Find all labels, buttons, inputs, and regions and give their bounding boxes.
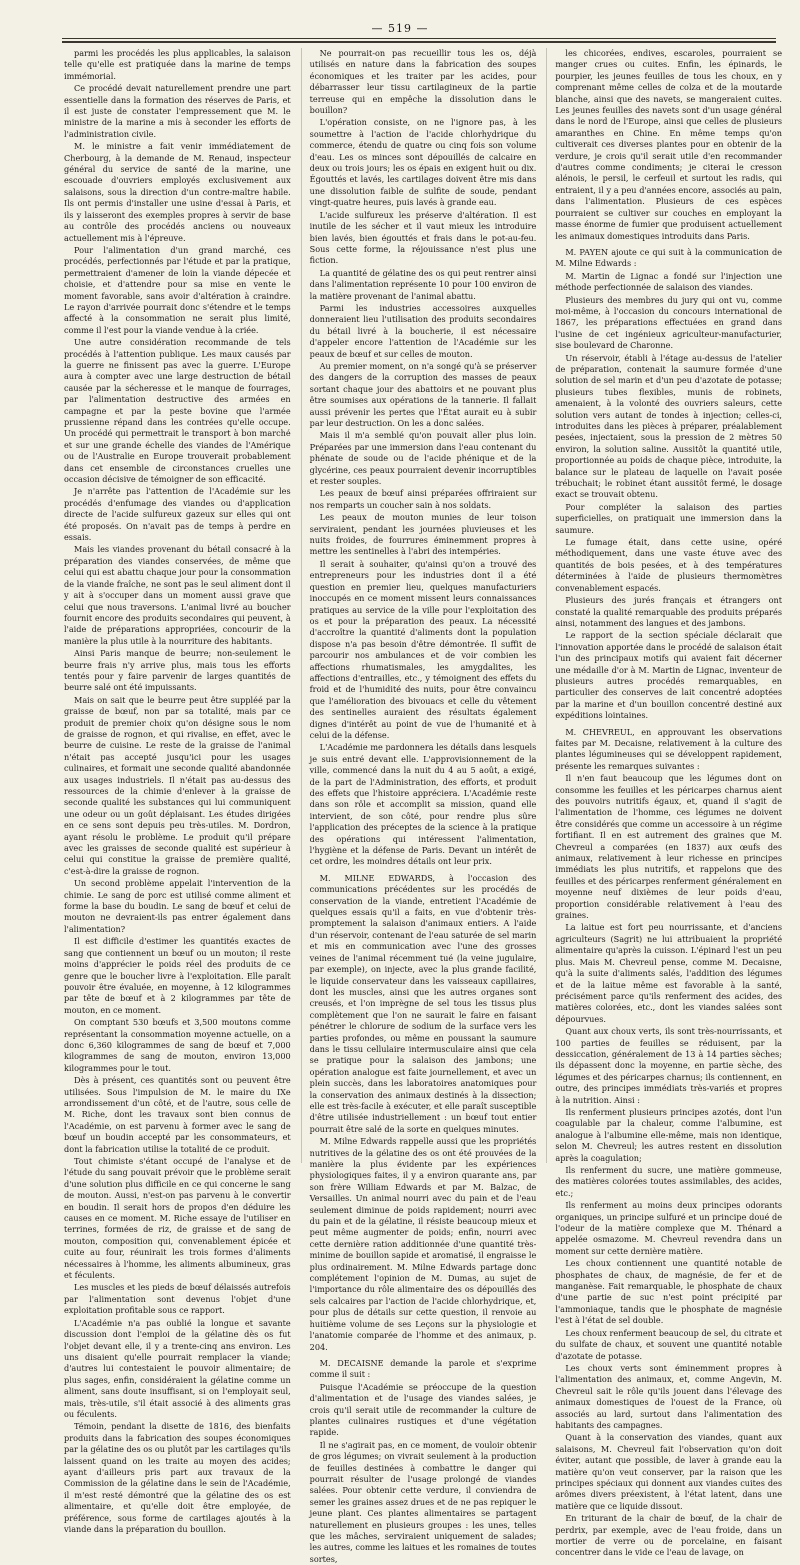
paragraph: On comptant 530 bœufs et 3,500 moutons comme représentant la consommation moyenne actuelle, on a donc 6,360 kilogrammes de sang de bœuf et 7,000 kilogrammes de sang de mouton, environ 13,000 kilogrammes pour le tout.	[64, 1017, 291, 1073]
paragraph: Quant à la conservation des viandes, quant aux salaisons, M. Chevreul fait l'observation qu'on doit éviter, autant que possible, de laver à grande eau la matière qu'on veut conserver, par la raison que les principes spéciaux qui donnent aux viandes cuites des arômes divers préexistent, à l'état latent, dans une matière que ce liquide dissout.	[555, 1432, 783, 1511]
paragraph: Il n'en faut beaucoup que les légumes dont on consomme les feuilles et les péricarpes charnus aient des pouvoirs nutritifs égaux, et, quand il s'agit de l'alimentation de l'homme, ces légumes ne doivent être considérés que comme un accessoire à un régime fortifiant. Il en est autrement des graines que M. Chevreul a comparées (en 1837) aux œufs des animaux, relativement à leur richesse en principes immédiats les plus nutritifs, et rappelons que des feuilles et des péricarpes renferment généralement en moyenne neuf dixièmes de leur poids d'eau, proportion considérable relativement à l'eau des graines.	[555, 773, 783, 921]
header-rule-thick	[62, 41, 776, 43]
column-2	[301, 48, 537, 1564]
paragraph: Puisque l'Académie se préoccupe de la question d'alimentation et de l'usage des viandes salées, je crois qu'il serait utile de recommander la culture de plantes culinaires rustiques et d'une végétation rapide.	[309, 1381, 537, 1438]
paragraph: Mais on sait que le beurre peut être suppléé par la graisse de bœuf, non par sa totalité, mais par ce produit de premier choix qu'on désigne sous le nom de graisse de rognon, et qui rivalise, en effet, avec le beurre de cuisine. Le reste de la graisse de l'animal n'était pas accepté jusqu'ici pour les usages culinaires, et formait une seconde qualité abandonnée aux usages industriels. Il n'était pas au-dessus des ressources de la chimie d'enlever à la graisse de seconde qualité les substances qui lui communiquent une odeur ou un goût déplaisant. Les études dirigées en ce sens sont depuis peu très-utiles. M. Dordron, ayant résolu le problème. Le produit qu'il prépare avec les graisses de seconde qualité est supérieur à celui qui constitue la graisse de première qualité, c'est-à-dire la graisse de rognon.	[64, 694, 291, 876]
paragraph: M. CHEVREUL, en approuvant les observations faites par M. Decaisne, relativement à la culture des plantes légumineuses qui se développent rapidement, présente les remarques suivantes :	[555, 726, 783, 771]
paragraph: Il est difficile d'estimer les quantités exactes de sang que contiennent un bœuf ou un mouton; il reste moins d'apprécier le poids réel des produits de ce genre que le boucher livre à l'exploitation. Elle paraît pouvoir être évaluée, en moyenne, à 12 kilogrammes par tête de bœuf et à 2 kilogrammes par tête de mouton, en ce moment.	[64, 936, 291, 1015]
paragraph: L'Académie me pardonnera les détails dans lesquels je suis entré devant elle. L'approvisionnement de la ville, commencé dans la nuit du 4 au 5 août, a exigé, de la part de l'Administration, des efforts, et produit des effets que l'histoire appréciera. L'Académie reste dans son rôle et accomplit sa mission, quand elle intervient, de son côté, pour rendre plus sûre l'application des préceptes de la science à la pratique des opérations qui intéressent l'alimentation, l'hygiène et la défense de Paris. Devant un intérêt de cet ordre, les moindres détails ont leur prix.	[309, 742, 537, 867]
paragraph: Parmi les industries accessoires auxquelles donneraient lieu l'utilisation des produits secondaires du bétail livré à la boucherie, il est nécessaire d'appeler encore l'attention de l'Académie sur les peaux de bœuf et sur celles de mouton.	[309, 302, 537, 359]
paragraph: Le fumage était, dans cette usine, opéré méthodiquement, dans une vaste étuve avec des quantités de bois pesées, et à des températures déterminées à l'aide de plusieurs thermomètres convenablement espacés.	[555, 537, 783, 593]
paragraph: Les muscles et les pieds de bœuf délaissés autrefois par l'alimentation sont devenus l'objet d'une exploitation profitable sous ce rapport.	[64, 1282, 291, 1316]
paragraph: Dès à présent, ces quantités sont ou peuvent être utilisées. Sous l'impulsion de M. le maire du IXe arrondissement d'un côté, et de l'autre, sous celle de M. Riche, dont les travaux sont bien connus de l'Académie, on est parvenu à former avec le sang de bœuf un boudin accepté par les consommateurs, et dont la fabrication utilise la totalité de ce produit.	[64, 1075, 291, 1154]
paragraph: Au premier moment, on n'a songé qu'à se préserver des dangers de la corruption des masses de peaux sortant chaque jour des abattoirs et ne pouvant plus être soumises aux opérations de la tannerie. Il fallait aussi prévenir les pertes que l'État aurait eu à subir par leur destruction. On les a donc salées.	[309, 360, 537, 428]
paragraph: M. PAYEN ajoute ce qui suit à la communication de M. Milne Edwards :	[555, 246, 783, 269]
header-rule-thin	[62, 38, 776, 39]
paragraph: Ainsi Paris manque de beurre; non-seulement le beurre frais n'y arrive plus, mais tous les efforts tentés pour y faire parvenir de larges quantités de beurre salé ont été impuissants.	[64, 648, 291, 693]
paragraph: L'acide sulfureux les préserve d'altération. Il est inutile de les sécher et il vaut mieux les introduire bien lavés, bien égouttés et frais dans le pot-au-feu. Sous cette forme, la réjouissance n'est plus une fiction.	[309, 209, 537, 266]
column-1	[64, 48, 291, 1534]
paragraph: Je n'arrête pas l'attention de l'Académie sur les procédés d'enfumage des viandes ou d'application directe de l'acide sulfureux gazeux sur elles qui ont été proposés. On n'avait pas de temps à perdre en essais.	[64, 486, 291, 543]
paragraph: Pour compléter la salaison des parties superficielles, on pratiquait une immersion dans la saumure.	[555, 501, 783, 535]
paragraph: Les choux renferment beaucoup de sel, du citrate et du sulfate de chaux, et souvent une quantité notable d'azotate de potasse.	[555, 1327, 783, 1361]
paragraph: Il ne s'agirait pas, en ce moment, de vouloir obtenir de gros légumes; on vivrait seulement à la production de feuilles destinées à combattre le danger qui pourrait résulter de l'usage prolongé de viandes salées. Pour obtenir cette verdure, il conviendra de semer les graines assez drues et de ne pas repiquer le jeune plant. Ces plantes alimentaires se partagent naturellement en plusieurs groupes : les unes, telles que les mâches, serviraient uniquement de salades; les autres, comme les laitues et les romaines de toutes sortes,	[309, 1439, 537, 1564]
paragraph: M. Milne Edwards rappelle aussi que les propriétés nutritives de la gélatine des os ont été prouvées de la manière la plus évidente par les expériences physiologiques faites, il y a environ quarante ans, par son frère William Edwards et par M. Balzac, de Versailles. Un animal nourri avec du pain et de l'eau seulement diminue de poids rapidement; nourri avec du pain et de la gélatine, il résiste beaucoup mieux et peut même augmenter de poids; enfin, nourri avec cette dernière ration additionnée d'une quantité très-minime de bouillon sapide et aromatisé, il engraisse le plus ordinairement. M. Milne Edwards partage donc complétement l'opinion de M. Dumas, au sujet de l'importance du rôle alimentaire des os dépouillés des sels calcaires par l'action de l'acide chlorhydrique, et, pour plus de détails sur cette question, il renvoie au huitième volume de ses Leçons sur la physiologie et l'anatomie comparée de l'homme et des animaux, p. 204.	[309, 1136, 537, 1352]
paragraph: Tout chimiste s'étant occupé de l'analyse et de l'étude du sang pouvait prévoir que le problème serait d'une solution plus difficile en ce qui concerne le sang de mouton. Aussi, n'est-on pas parvenu à le convertir en boudin. Il serait hors de propos d'en déduire les causes en ce moment. M. Riche essaye de l'utiliser en terrines, formées de riz, de graisse et de sang de mouton, composition qui, convenablement épicée et cuite au four, réunirait les trois formes d'aliments nécessaires à l'homme, les aliments albumineux, gras et féculents.	[64, 1156, 291, 1281]
paragraph: La quantité de gélatine des os qui peut rentrer ainsi dans l'alimentation représente 10 pour 100 environ de la matière provenant de l'animal abattu.	[309, 267, 537, 301]
paragraph: Pour l'alimentation d'un grand marché, ces procédés, perfectionnés par l'étude et par la pratique, permettraient d'amener de loin la viande dépecée et choisie, et d'attendre pour sa mise en vente le moment favorable, sans avoir d'altération à craindre. Le rayon d'arrivée pourrait donc s'étendre et le temps affecté à la consommation ne serait plus limité, comme il l'est pour la viande vendue à la criée.	[64, 244, 291, 335]
paragraph: Quant aux choux verts, ils sont très-nourrissants, et 100 parties de feuilles se réduisent, par la dessiccation, généralement de 13 à 14 parties sèches; ils dépassent donc la moyenne, en partie sèche, des légumes et des péricarpes charnus; ils contiennent, en outre, des principes immédiats très-variés et propres à la nutrition. Ainsi :	[555, 1026, 783, 1105]
paragraph: Mais il m'a semblé qu'on pouvait aller plus loin. Préparées par une immersion dans l'eau contenant du phénate de soude ou de l'acide phénique et de la glycérine, ces peaux pourraient devenir incorruptibles et rester souples.	[309, 430, 537, 487]
paragraph: Ils renferment au moins deux principes odorants organiques, un principe sulfuré et un principe doué de l'odeur de la matière complexe que M. Thénard a appelée osmazome. M. Chevreul revendra dans un moment sur cette dernière matière.	[555, 1200, 783, 1256]
paragraph: Ne pourrait-on pas recueillir tous les os, déjà utilisés en nature dans la fabrication des soupes économiques et les traiter par les acides, pour débarrasser leur tissu cartilagineux de la partie terreuse qui en empêche la dissolution dans le bouillon?	[309, 48, 537, 116]
paragraph: Les choux contiennent une quantité notable de phosphates de chaux, de magnésie, de fer et de manganèse. Fait remarquable, le phosphate de chaux d'une partie de suc n'est point précipité par l'ammoniaque, tandis que le phosphate de magnésie l'est à l'état de sel double.	[555, 1258, 783, 1326]
paragraph: L'opération consiste, on ne l'ignore pas, à les soumettre à l'action de l'acide chlorhydrique du commerce, étendu de quatre ou cinq fois son volume d'eau. Les os minces sont dépouillés de calcaire en deux ou trois jours; les os épais en exigent huit ou dix. Égouttés et lavés, les cartilages doivent être mis dans une dissolution faible de sulfite de soude, pendant vingt-quatre heures, puis lavés à grande eau.	[309, 117, 537, 208]
paragraph: les chicorées, endives, escaroles, pourraient se manger crues ou cuites. Enfin, les épinards, le pourpier, les jeunes feuilles de tous les choux, en y comprenant même celles de colza et de la moutarde blanche, ainsi que des navets, se mangeraient cuites. Les jeunes feuilles des navets sont d'un usage général dans le nord de l'Europe, ainsi que celles de plusieurs amaranthes en Chine. En même temps qu'on cultiverait ces diverses plantes pour en obtenir de la verdure, je crois qu'il serait utile d'en recommander d'autres comme condiments; je citerai le cresson alénois, le persil, le cerfeuil et surtout les radis, qui entraient, il y a peu d'années encore, associés au pain, dans l'alimentation. Plusieurs de ces espèces pourraient se cultiver sur couches en employant la masse énorme de fumier que produisent actuellement les animaux domestiques introduits dans Paris.	[555, 48, 783, 241]
paragraph: Il serait à souhaiter, qu'ainsi qu'on a trouvé des entrepreneurs pour les industries dont il a été question en premier lieu, quelques manufacturiers inoccupés en ce moment missent leurs connaissances pratiques au service de la ville pour l'exploitation des os et pour la préparation des peaux. La nécessité d'accroître la quantité d'aliments dont la population dispose n'a pas besoin d'être démontrée. Il suffit de parcourir nos ambulances et de voir combien les affections rhumatismales, les amygdalites, les affections d'entrailles, etc., y témoignent des effets du froid et de l'humidité des nuits, pour être convaincu que l'amélioration des bivouacs et celle du vêtement des sentinelles auraient des résultats également dignes d'intérêt au point de vue de l'humanité et à celui de la défense.	[309, 558, 537, 740]
paragraph: M. le ministre a fait venir immédiatement de Cherbourg, à la demande de M. Renaud, inspecteur général du service de santé de la marine, une escouade d'ouvriers employés exclusivement aux salaisons, sous la direction d'un contre-maître habile. Ils ont permis d'installer une usine d'essai à Paris, et ils y laisseront des exemples propres à servir de base au contrôle des procédés anciens ou nouveaux actuellement mis à l'épreuve.	[64, 141, 291, 243]
page-number-header: — 519 —	[371, 22, 429, 35]
paragraph: M. MILNE EDWARDS, à l'occasion des communications précédentes sur les procédés de conservation de la viande, entretient l'Académie de quelques essais qu'il a faits, en vue d'obtenir très-promptement la salaison d'animaux entiers. A l'aide d'un réservoir, contenant de l'eau saturée de sel marin et mis en communication avec l'une des grosses veines de l'animal récemment tué (la veine jugulaire, par exemple), on injecte, avec la plus grande facilité, le liquide conservateur dans les vaisseaux capillaires, dont les muscles, ainsi que les autres organes sont creusés, et l'on imprègne de sel tous les tissus plus complètement que l'on ne saurait le faire en faisant pénétrer le chlorure de sodium de la surface vers les parties profondes, ou même en poussant la saumure dans le tissu cellulaire intermusculaire ainsi que cela se pratique pour la salaison des jambons; une opération analogue est faite journellement, et avec un plein succès, dans les laboratoires anatomiques pour la conservation des animaux destinés à la dissection; elle est très-facile à exécuter, et elle paraît susceptible d'être utilisée industriellement : un bœuf tout entier pourrait être salé de la sorte en quelques minutes.	[309, 872, 537, 1134]
column-3	[546, 48, 783, 1558]
paragraph: Les choux verts sont éminemment propres à l'alimentation des animaux, et, comme Angevin, M. Chevreul sait le rôle qu'ils jouent dans l'élevage des animaux domestiques de l'ouest de la France, où associés au lard, surtout dans l'alimentation des habitants des campagnes.	[555, 1362, 783, 1430]
paragraph: Plusieurs des jurés français et étrangers ont constaté la qualité remarquable des produits préparés ainsi, notamment des langues et des jambons.	[555, 595, 783, 628]
paragraph: Ce procédé devait naturellement prendre une part essentielle dans la formation des réserves de Paris, et il est juste de constater l'empressement que M. le ministre de la marine a mis à seconder les efforts de l'administration civile.	[64, 83, 291, 139]
paragraph: La laitue est fort peu nourrissante, et d'anciens agriculteurs (Sagrit) ne lui attribuaient la propriété alimentaire qu'après la cuisson. L'épinard l'est un peu plus. Mais M. Chevreul pense, comme M. Decaisne, qu'à la suite d'aliments salés, l'addition des légumes et de la laitue même est favorable à la santé, précisément parce qu'ils renferment des acides, des matières colorées, etc., dont les viandes salées sont dépourvues.	[555, 922, 783, 1024]
paragraph: parmi les procédés les plus applicables, la salaison telle qu'elle est pratiquée dans la marine de temps immémorial.	[64, 48, 291, 81]
paragraph: Les peaux de bœuf ainsi préparées offriraient sur nos remparts un coucher sain à nos soldats.	[309, 488, 537, 510]
paragraph: Ils renferment du sucre, une matière gommeuse, des matières colorées toutes assimilables, des acides, etc.;	[555, 1165, 783, 1198]
paragraph: M. Martin de Lignac a fondé sur l'injection une méthode perfectionnée de salaison des viandes.	[555, 270, 783, 293]
text-columns	[64, 48, 783, 1564]
paragraph: Témoin, pendant la disette de 1816, des bienfaits produits dans la fabrication des soupes économiques par la gélatine des os ou plutôt par les cartilages qu'ils laissent quand on les traite au moyen des acides; ayant d'ailleurs pris part aux travaux de la Commission de la gélatine dans le sein de l'Académie, il m'est resté démontré que la gélatine des os est alimentaire, et qu'elle doit être employée, de préférence, sous forme de cartilages ajoutés à la viande dans la préparation du bouillon.	[64, 1421, 291, 1534]
paragraph: Le rapport de la section spéciale déclarait que l'innovation apportée dans le procédé de salaison était l'un des principaux motifs qui avaient fait décerner une médaille d'or à M. Martin de Lignac, inventeur de plusieurs autres procédés remarquables, en particulier des conserves de lait concentré adoptées par la marine et d'un bouillon concentré destiné aux expéditions lointaines.	[555, 630, 783, 721]
paragraph: Ils renferment plusieurs principes azotés, dont l'un coagulable par la chaleur, comme l'albumine, est analogue à l'albumine elle-même, mais non identique, selon M. Chevreul; les autres restent en dissolution après la coagulation;	[555, 1106, 783, 1163]
paragraph: M. DECAISNE demande la parole et s'exprime comme il suit :	[309, 1357, 537, 1380]
paragraph: En triturant de la chair de bœuf, de la chair de perdrix, par exemple, avec de l'eau froide, dans un mortier de verre ou de porcelaine, en faisant concentrer dans le vide ce l'eau de lavage, on	[555, 1513, 783, 1558]
paragraph: Un réservoir, établi à l'étage au-dessus de l'atelier de préparation, contenait la saumure formée d'une solution de sel marin et d'un peu d'azotate de potasse; plusieurs tubes flexibles, munis de robinets, amenaient, à la volonté des ouvriers saleurs, cette solution vers autant de tondes à injection; celles-ci, introduites dans les pièces à préparer, préalablement pesées, injectaient, sous la pression de 2 mètres 50 environ, la solution saline. Aussitôt la quantité utile, proportionnée au poids de chaque pièce, introduite, la balance sur le plateau de laquelle on l'avait posée trébuchait; le robinet étant aussitôt fermé, le dosage exact se trouvait obtenu.	[555, 352, 783, 500]
paragraph: Un second problème appelait l'intervention de la chimie. Le sang de porc est utilisé comme aliment et forme la base du boudin. Le sang de bœuf et celui de mouton ne devraient-ils pas entrer également dans l'alimentation?	[64, 878, 291, 934]
paragraph: L'Académie n'a pas oublié la longue et savante discussion dont l'emploi de la gélatine dès os fut l'objet devant elle, il y a trente-cinq ans environ. Les uns disaient qu'elle pourrait remplacer la viande; d'autres lui contestaient le pouvoir alimentaire; de plus sages, enfin, considéraient la gélatine comme un aliment, sans doute insuffisant, si on l'employait seul, mais, très-utile, s'il était associé à des aliments gras ou féculents.	[64, 1317, 291, 1419]
paragraph: Plusieurs des membres du jury qui ont vu, comme moi-même, à l'occasion du concours international de 1867, les préparations effectuées en grand dans l'usine de cet ingénieux agriculteur-manufacturier, sise boulevard de Charonne.	[555, 294, 783, 351]
paragraph: Les peaux de mouton munies de leur toison serviraient, pendant les journées pluvieuses et les nuits froides, de fourrures éminemment propres à mettre les sentinelles à l'abri des intempéries.	[309, 512, 537, 557]
paragraph: Une autre considération recommande de tels procédés à l'attention publique. Les maux causés par la guerre ne finissent pas avec la guerre. L'Europe aura à compter avec une large destruction de bétail causée par la sécheresse et le manque de fourrages, par l'alimentation destructive des armées en campagne et par la peste bovine que l'armée prussienne répand dans les contrées qu'elle occupe. Un procédé qui permettrait le transport à bon marché et sur une grande échelle des viandes de l'Amérique ou de l'Australie en Europe trouverait probablement dans cet ensemble de circonstances cruelles une occasion décisive de témoigner de son efficacité.	[64, 337, 291, 485]
paragraph: Mais les viandes provenant du bétail consacré à la préparation des viandes conservées, de même que celui qui est abattu chaque jour pour la consommation de la viande fraîche, ne sont pas le seul aliment dont il y ait à s'occuper dans un moment aussi grave que celui que nous traversons. L'animal livré au boucher fournit encore des produits secondaires qui peuvent, à l'aide de préparations appropriées, concourir de la manière la plus utile à la nourriture des habitants.	[64, 544, 291, 646]
